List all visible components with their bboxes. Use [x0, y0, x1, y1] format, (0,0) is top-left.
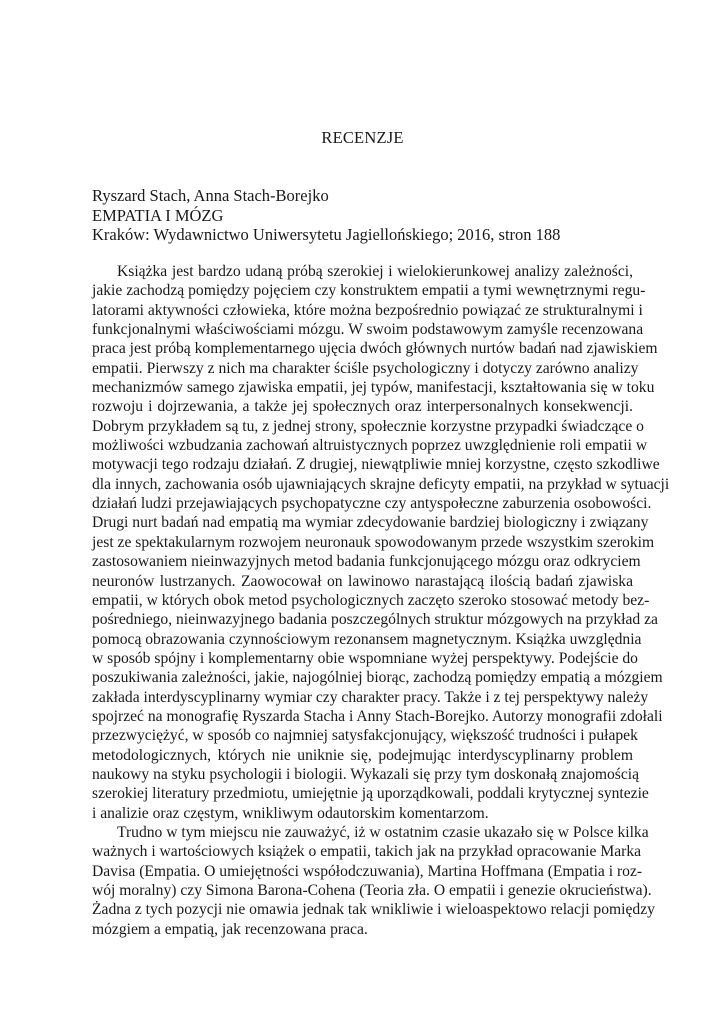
text-line: Davisa (Empatia. O umiejętności współodczuwania), Martina Hoffmana (Empatia i roz- — [92, 862, 643, 880]
text-line: i analizie oraz częstym, wnikliwym odautorskim komentarzom. — [92, 804, 489, 822]
text-line: w sposób spójny i komplementarny obie wspomniane wyżej perspektywy. Podejście do — [92, 649, 638, 667]
text-line: mózgiem a empatią, jak recenzowana praca. — [92, 920, 368, 938]
text-line: metodologicznych, których nie uniknie się, podejmując interdyscyplinarny problem — [92, 746, 633, 764]
text-line: zakłada interdyscyplinarny wymiar czy charakter pracy. Także i z tej perspektywy należy — [92, 688, 649, 706]
book-title: EMPATIA I MÓZG — [92, 205, 224, 225]
text-line: empatii. Pierwszy z nich ma charakter ściśle psychologiczny i dotyczy zarówno analizy — [92, 359, 639, 377]
text-line: przezwyciężyć, w sposób co najmniej satysfakcjonujący, większość trudności i pułapek — [92, 727, 638, 745]
text-line: jakie zachodzą pomiędzy pojęciem czy konstruktem empatii a tymi wewnętrznymi regu- — [92, 282, 646, 300]
text-line: naukowy na styku psychologii i biologii. Wykazali się przy tym doskonałą znajomością — [92, 765, 640, 783]
text-line: rozwoju i dojrzewania, a także jej społecznych oraz interpersonalnych konsekwencji. — [92, 398, 633, 416]
text-line: Drugi nurt badań nad empatią ma wymiar zdecydowanie bardziej biologiczny i związany — [92, 514, 649, 532]
review-body — [92, 262, 670, 939]
text-line: spojrzeć na monografię Ryszarda Stacha i Anny Stach-Borejko. Autorzy monografii zdołali — [92, 707, 663, 725]
text-line: empatii, w których obok metod psychologicznych zaczęto szeroko stosować metody bez- — [92, 591, 650, 609]
text-line: latorami aktywności człowieka, które można bezpośrednio powiązać ze strukturalnymi i — [92, 301, 643, 319]
book-authors: Ryszard Stach, Anna Stach-Borejko — [92, 186, 329, 205]
text-line: dla innych, zachowania osób ujawniających skrajne deficyty empatii, na przykład w sytuacji — [92, 475, 670, 493]
text-line: neuronów lustrzanych. Zaowocował on lawinowo narastającą ilością badań zjawiska — [92, 572, 633, 590]
text-line: jest ze spektakularnym rozwojem neuronauk spowodowanym przede wszystkim szerokim — [92, 533, 655, 551]
text-line: Żadna z tych pozycji nie omawia jednak tak wnikliwie i wieloaspektowo relacji pomiędzy — [92, 901, 655, 919]
text-line: poszukiwania zależności, jakie, najogólniej biorąc, zachodzą pomiędzy empatią a mózgiem — [92, 669, 663, 687]
text-line: możliwości wzbudzania zachowań altruistycznych poprzez uwzględnienie roli empatii w — [92, 437, 648, 455]
book-publication-info: Kraków: Wydawnictwo Uniwersytetu Jagiellońskiego; 2016, stron 188 — [92, 225, 561, 244]
text-line: praca jest próbą komplementarnego ujęcia dwóch głównych nurtów badań nad zjawiskiem — [92, 340, 658, 358]
text-line: pomocą obrazowania czynnościowym rezonansem magnetycznym. Książka uwzględnia — [92, 630, 642, 648]
text-line: zastosowaniem nieinwazyjnych metod badania funkcjonującego mózgu oraz odkryciem — [92, 553, 641, 571]
text-line: funkcjonalnymi właściwościami mózgu. W swoim podstawowym zamyśle recenzowana — [92, 321, 644, 339]
review-paragraph-2 — [92, 823, 655, 939]
text-line: Książka jest bardzo udaną próbą szerokiej i wielokierunkowej analizy zależności, — [117, 263, 633, 280]
text-line: motywacji tego rodzaju działań. Z drugiej, niewątpliwie mniej korzystne, często szkodliwe — [92, 456, 660, 474]
text-line: pośredniego, nieinwazyjnego badania poszczególnych struktur mózgowych na przykład za — [92, 611, 658, 629]
text-line: mechanizmów samego zjawiska empatii, jej typów, manifestacji, kształtowania się w toku — [92, 379, 655, 397]
section-title: RECENZJE — [321, 128, 404, 147]
book-citation — [92, 186, 652, 245]
text-line: Trudno w tym miejscu nie zauważyć, iż w ostatnim czasie ukazało się w Polsce kilka — [117, 823, 649, 841]
text-line: ważnych i wartościowych książek o empatii, takich jak na przykład opracowanie Marka — [92, 843, 642, 861]
review-paragraph-1 — [92, 262, 670, 823]
text-line: szerokiej literatury przedmiotu, umiejętnie ją uporządkowali, poddali krytycznej syntezie — [92, 785, 649, 803]
text-line: wój moralny) czy Simona Barona-Cohena (Teoria zła. O empatii i genezie okrucieństwa). — [92, 882, 652, 899]
text-line: działań ludzi przejawiających psychopatyczne czy antyspołeczne zaburzenia osobowości. — [92, 495, 652, 513]
text-line: Dobrym przykładem są tu, z jednej strony, społecznie korzystne przypadki świadczące o — [92, 417, 644, 435]
